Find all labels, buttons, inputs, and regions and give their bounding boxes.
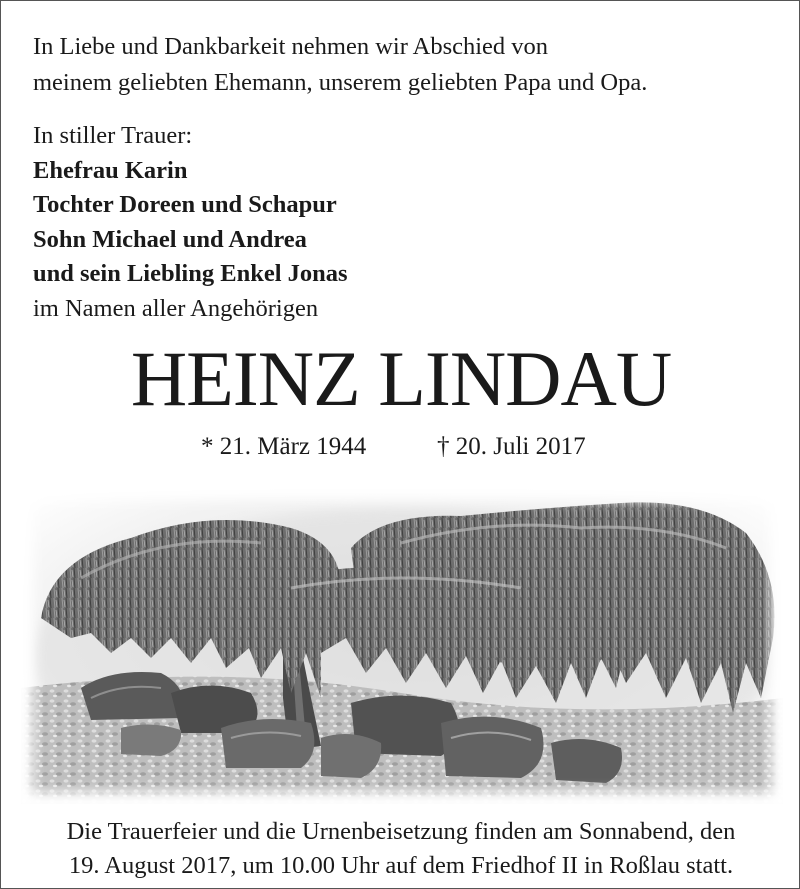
mourner-name: Ehefrau Karin xyxy=(33,156,188,184)
service-line-2: 19. August 2017, um 10.00 Uhr auf dem Friedhof II in Roßlau statt. xyxy=(68,852,734,879)
birth-date: * 21. März 1944 xyxy=(201,433,367,460)
death-date: † 20. Juli 2017 xyxy=(437,433,586,460)
mourner-name: und sein Liebling Enkel Jonas xyxy=(33,260,348,287)
mourner-name: Tochter Doreen und Schapur xyxy=(33,191,337,218)
service-line-1: Die Trauerfeier und die Urnenbeisetzung finden am Sonnabend, den xyxy=(66,818,736,845)
tree-photo xyxy=(21,488,783,804)
intro-line-2: meinem geliebten Ehemann, unserem geliebten Papa und Opa. xyxy=(33,69,648,96)
deceased-name: HEINZ LINDAU xyxy=(130,335,672,422)
mourner-name: Sohn Michael und Andrea xyxy=(33,225,307,253)
mourners-heading: In stiller Trauer: xyxy=(33,122,193,149)
mourners-block xyxy=(33,119,348,326)
intro-text xyxy=(33,29,647,101)
service-info xyxy=(1,815,800,883)
intro-line-1: In Liebe und Dankbarkeit nehmen wir Abschied von xyxy=(33,33,549,60)
mourners-closing: im Namen aller Angehörigen xyxy=(33,294,319,322)
